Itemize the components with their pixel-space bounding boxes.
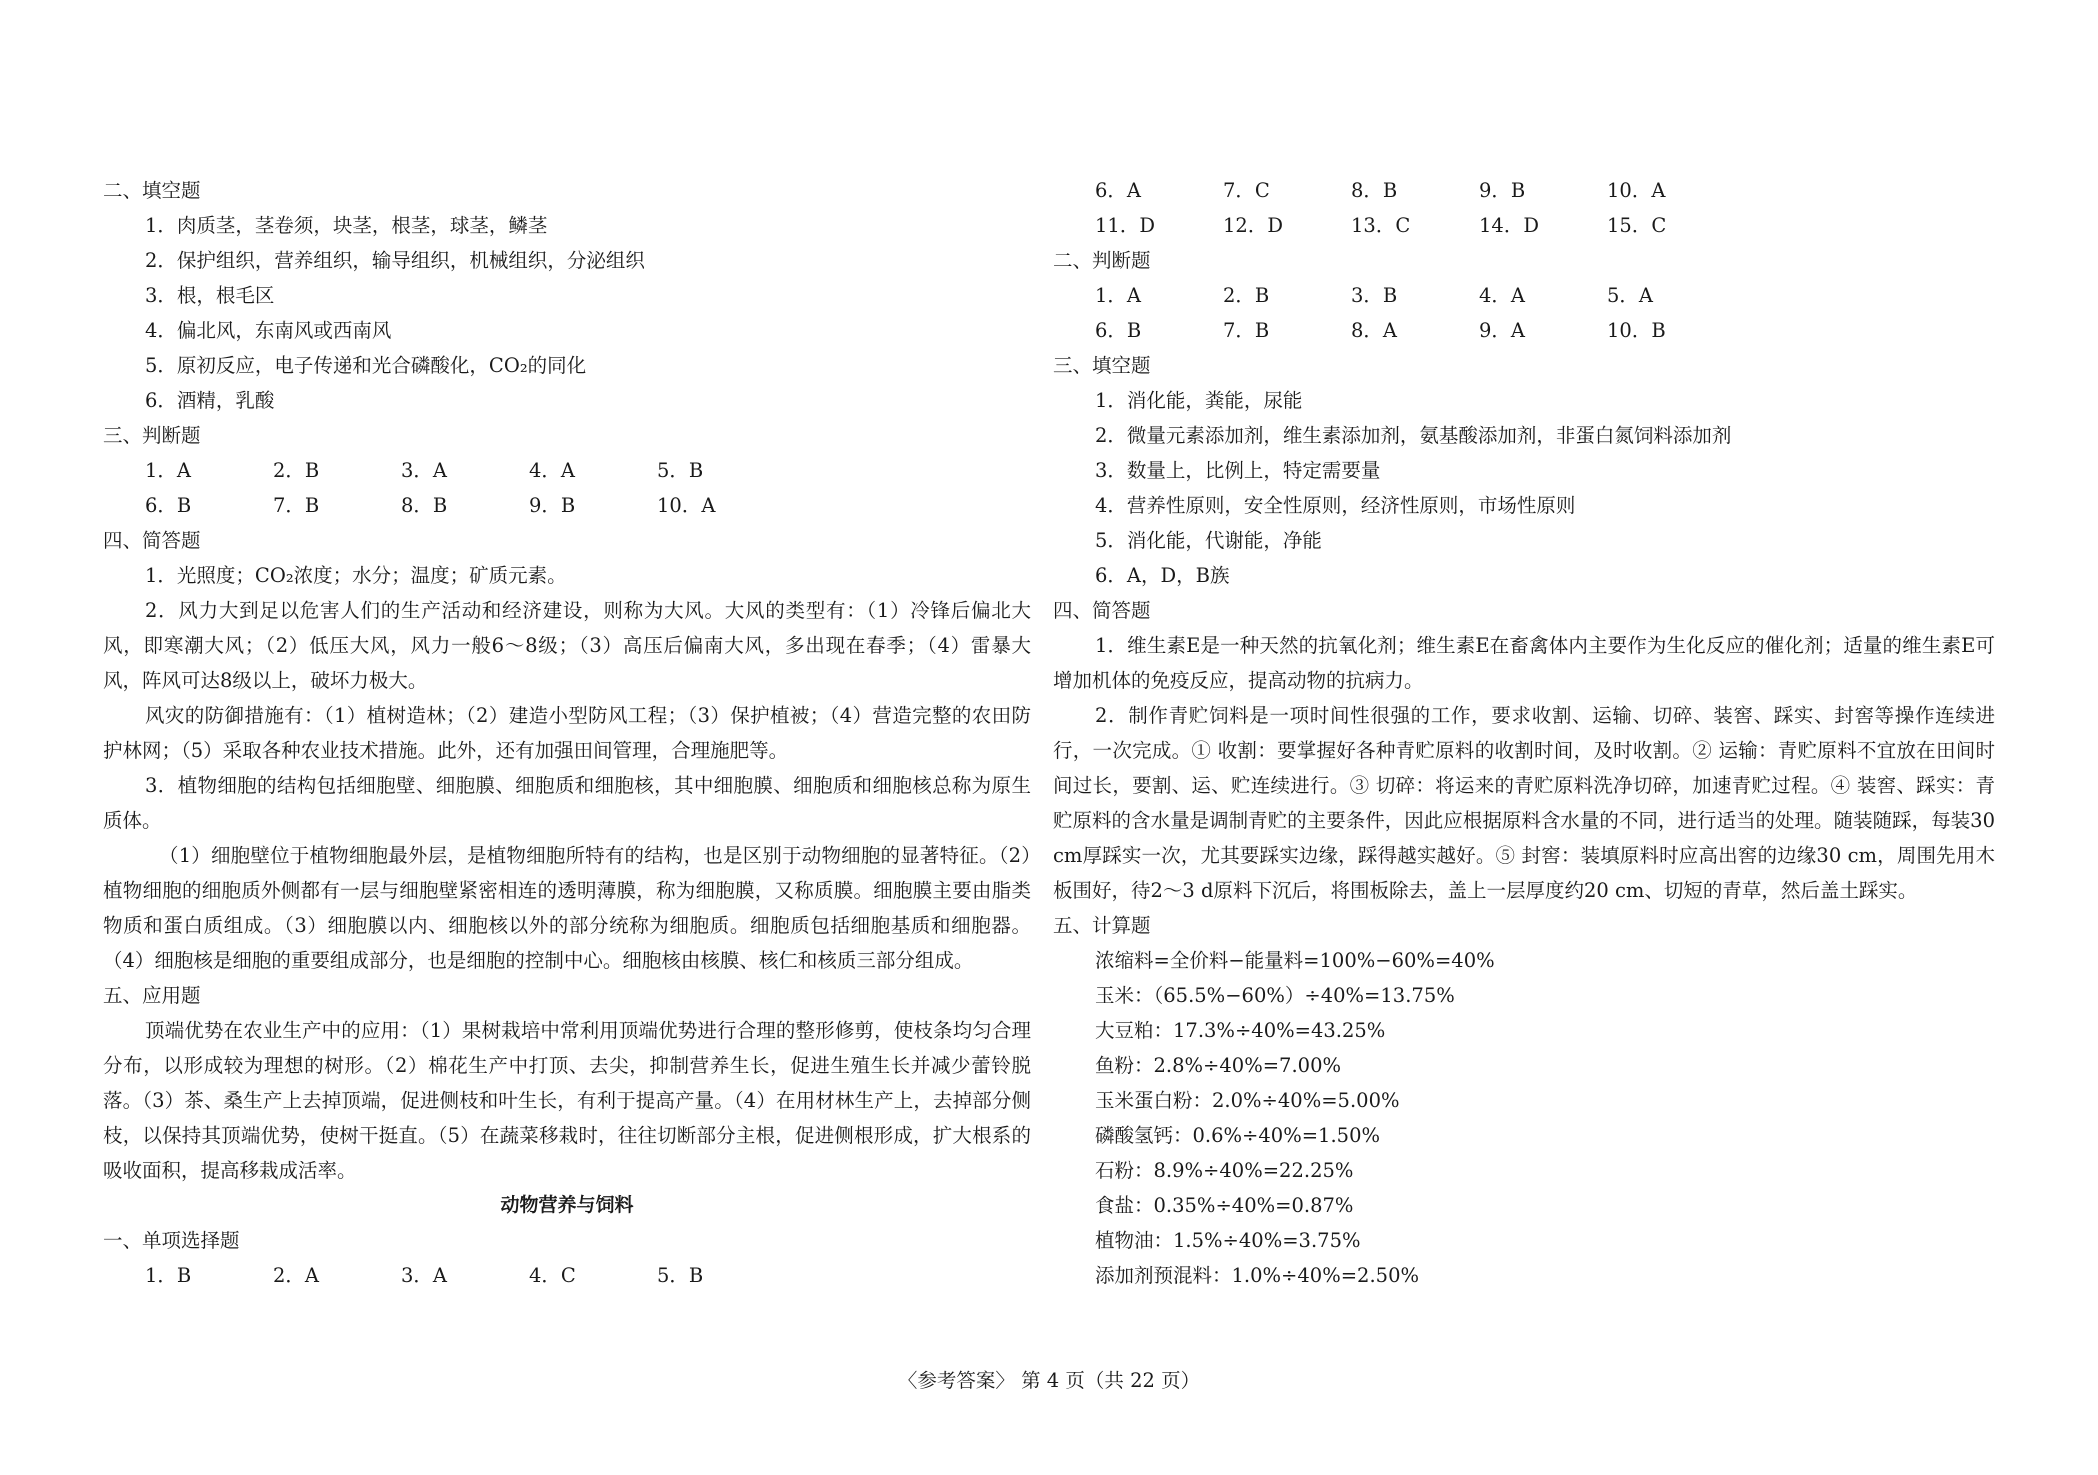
answer-row (1053, 278, 1995, 313)
answer-cell: 1．B (145, 1264, 192, 1287)
answer-cell: 8．B (1351, 179, 1398, 202)
answer-cell: 9．B (1479, 179, 1526, 202)
section-title: 二、判断题 (1053, 249, 1151, 272)
answer-cell: 12．D (1223, 214, 1283, 237)
answer-paragraph: 1．光照度；CO₂浓度；水分；温度；矿质元素。 (145, 564, 567, 587)
calc-line: 植物油：1.5%÷40%=3.75% (1095, 1229, 1361, 1252)
answer-paragraph: 3．植物细胞的结构包括细胞壁、细胞膜、细胞质和细胞核，其中细胞膜、细胞质和细胞核总称为原生质体。 (103, 774, 1031, 832)
answer-paragraph: 2．风力大到足以危害人们的生产活动和经济建设，则称为大风。大风的类型有：（1）冷锋后偏北大风，即寒潮大风；（2）低压大风，风力一般6～8级；（3）高压后偏南大风，多出现在春季；（4）雷暴大风，阵风可达8级以上，破坏力极大。 (103, 599, 1031, 692)
answer-row (103, 488, 1031, 523)
section-title: 五、计算题 (1053, 914, 1151, 937)
calc-line: 玉米蛋白粉：2.0%÷40%=5.00% (1095, 1089, 1400, 1112)
answer-cell: 9．B (529, 494, 576, 517)
answer-paragraph: 风灾的防御措施有：（1）植树造林；（2）建造小型防风工程；（3）保护植被；（4）营造完整的农田防护林网；（5）采取各种农业技术措施。此外，还有加强田间管理，合理施肥等。 (103, 704, 1031, 762)
answer-cell: 10．B (1607, 319, 1666, 342)
answer-paragraph: （1）细胞壁位于植物细胞最外层，是植物细胞所特有的结构，也是区别于动物细胞的显著特征。（2）植物细胞的细胞质外侧都有一层与细胞壁紧密相连的透明薄膜，称为细胞膜，又称质膜。细胞膜主要由脂类物质和蛋白质组成。（3）细胞膜以内、细胞核以外的部分统称为细胞质。细胞质包括细胞基质和细胞器。（4）细胞核是细胞的重要组成部分，也是细胞的控制中心。细胞核由核膜、核仁和核质三部分组成。 (103, 844, 1031, 972)
page-footer: 〈参考答案〉 第 4 页（共 22 页） (897, 1369, 1201, 1392)
section-title: 四、简答题 (1053, 599, 1151, 622)
calc-line: 浓缩料=全价料−能量料=100%−60%=40% (1095, 949, 1495, 972)
right-column (1053, 173, 1995, 1293)
answer-row (103, 1258, 1031, 1293)
answer-cell: 6．B (145, 494, 192, 517)
answer-cell: 6．B (1095, 319, 1142, 342)
calc-line: 磷酸氢钙：0.6%÷40%=1.50% (1095, 1124, 1381, 1147)
calc-line: 玉米：（65.5%−60%）÷40%=13.75% (1095, 984, 1455, 1007)
section-title: 二、填空题 (103, 179, 201, 202)
answer-cell: 1．A (1095, 284, 1141, 307)
answer-cell: 5．A (1607, 284, 1653, 307)
answer-cell: 2．B (1223, 284, 1270, 307)
answer-cell: 10．A (1607, 179, 1666, 202)
list-item: 5．消化能，代谢能，净能 (1095, 529, 1322, 552)
answer-cell: 8．A (1351, 319, 1397, 342)
answer-cell: 7．B (273, 494, 320, 517)
answer-cell: 7．B (1223, 319, 1270, 342)
answer-cell: 9．A (1479, 319, 1525, 342)
section-title: 四、简答题 (103, 529, 201, 552)
calc-line: 食盐：0.35%÷40%=0.87% (1095, 1194, 1354, 1217)
calc-line: 鱼粉：2.8%÷40%=7.00% (1095, 1054, 1342, 1077)
section-title: 三、填空题 (1053, 354, 1151, 377)
answer-cell: 4．A (529, 459, 575, 482)
section-title: 五、应用题 (103, 984, 201, 1007)
list-item: 6．A，D，B族 (1095, 564, 1230, 587)
answer-cell: 11．D (1095, 214, 1155, 237)
list-item: 3．根，根毛区 (145, 284, 275, 307)
answer-cell: 4．C (529, 1264, 576, 1287)
answer-cell: 3．A (401, 459, 447, 482)
answer-paragraph: 顶端优势在农业生产中的应用：（1）果树栽培中常利用顶端优势进行合理的整形修剪，使枝条均匀合理分布，以形成较为理想的树形。（2）棉花生产中打顶、去尖，抑制营养生长，促进生殖生长并减少蕾铃脱落。（3）茶、桑生产上去掉顶端，促进侧枝和叶生长，有利于提高产量。（4）在用材林生产上，去掉部分侧枝，以保持其顶端优势，使树干挺直。（5）在蔬菜移栽时，往往切断部分主根，促进侧根形成，扩大根系的吸收面积，提高移栽成活率。 (103, 1019, 1031, 1182)
calc-line: 大豆粕：17.3%÷40%=43.25% (1095, 1019, 1386, 1042)
section-title: 三、判断题 (103, 424, 201, 447)
answer-cell: 3．A (401, 1264, 447, 1287)
answer-cell: 15．C (1607, 214, 1667, 237)
answer-cell: 14．D (1479, 214, 1539, 237)
answer-paragraph: 2．制作青贮饲料是一项时间性很强的工作，要求收割、运输、切碎、装窖、踩实、封窖等操作连续进行，一次完成。① 收割：要掌握好各种青贮原料的收割时间，及时收割。② 运输：青贮原料不宜放在田间时间过长，要割、运、贮连续进行。③ 切碎：将运来的青贮原料洗净切碎，加速青贮过程。④ 装窖、踩实：青贮原料的含水量是调制青贮的主要条件，因此应根据原料含水量的不同，进行适当的处理。随装随踩，每装30 cm厚踩实一次，尤其要踩实边缘，踩得越实越好。⑤ 封窖：装填原料时应高出窖的边缘30 cm，周围先用木板围好，待2～3 d原料下沉后，将围板除去，盖上一层厚度约20 cm、切短的青草，然后盖土踩实。 (1053, 704, 1995, 902)
answer-cell: 8．B (401, 494, 448, 517)
answer-cell: 3．B (1351, 284, 1398, 307)
list-item: 4．偏北风，东南风或西南风 (145, 319, 392, 342)
answer-paragraph: 1．维生素E是一种天然的抗氧化剂；维生素E在畜禽体内主要作为生化反应的催化剂；适量的维生素E可增加机体的免疫反应，提高动物的抗病力。 (1053, 634, 1995, 692)
answer-cell: 2．A (273, 1264, 319, 1287)
answer-row (1053, 313, 1995, 348)
list-item: 3．数量上，比例上，特定需要量 (1095, 459, 1381, 482)
list-item: 4．营养性原则，安全性原则，经济性原则，市场性原则 (1095, 494, 1576, 517)
list-item: 2．保护组织，营养组织，输导组织，机械组织，分泌组织 (145, 249, 645, 272)
answer-row (1053, 208, 1995, 243)
answer-cell: 6．A (1095, 179, 1141, 202)
answer-cell: 5．B (657, 1264, 704, 1287)
answer-cell: 7．C (1223, 179, 1270, 202)
list-item: 2．微量元素添加剂，维生素添加剂，氨基酸添加剂，非蛋白氮饲料添加剂 (1095, 424, 1732, 447)
answer-cell: 5．B (657, 459, 704, 482)
answer-cell: 2．B (273, 459, 320, 482)
chapter-title: 动物营养与饲料 (500, 1194, 634, 1216)
section-title: 一、单项选择题 (103, 1229, 240, 1252)
list-item: 1．消化能，粪能，尿能 (1095, 389, 1303, 412)
calc-line: 石粉：8.9%÷40%=22.25% (1095, 1159, 1354, 1182)
answer-cell: 1．A (145, 459, 191, 482)
calc-line: 添加剂预混料：1.0%÷40%=2.50% (1095, 1264, 1420, 1287)
answer-cell: 13．C (1351, 214, 1411, 237)
answer-cell: 10．A (657, 494, 716, 517)
list-item: 1．肉质茎，茎卷须，块茎，根茎，球茎，鳞茎 (145, 214, 548, 237)
answer-row (1053, 173, 1995, 208)
answer-cell: 4．A (1479, 284, 1525, 307)
list-item: 5．原初反应，电子传递和光合磷酸化，CO₂的同化 (145, 354, 587, 377)
answer-row (103, 453, 1031, 488)
left-column (103, 173, 1031, 1293)
list-item: 6．酒精，乳酸 (145, 389, 275, 412)
